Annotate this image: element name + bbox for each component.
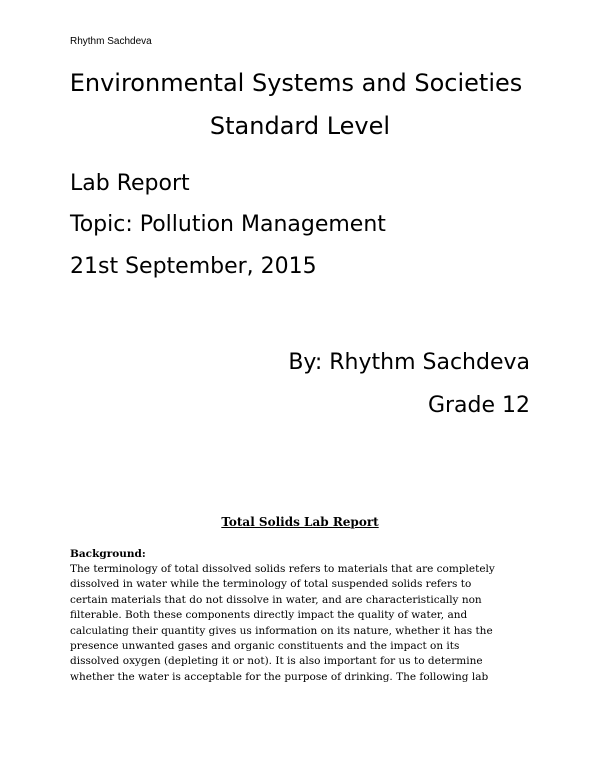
background-paragraph — [70, 562, 530, 685]
running-header-author: Rhythm Sachdeva — [70, 36, 152, 47]
section-title: Total Solids Lab Report — [221, 515, 379, 529]
paragraph-line: The terminology of total dissolved solids refers to materials that are completely — [70, 563, 495, 575]
report-date: 21st September, 2015 — [70, 254, 317, 279]
paragraph-line: presence unwanted gases and organic constituents and the impact on its — [70, 640, 460, 653]
author-grade: Grade 12 — [427, 393, 530, 418]
report-type: Lab Report — [70, 171, 190, 196]
paragraph-line: calculating their quantity gives us information on its nature, whether it has the — [70, 624, 493, 637]
paragraph-line: dissolved in water while the terminology of total suspended solids refers to — [70, 578, 472, 591]
paragraph-line: dissolved oxygen (depleting it or not). It is also important for us to determine — [70, 655, 483, 668]
document-title: Environmental Systems and Societies — [69, 69, 523, 97]
report-topic: Topic: Pollution Management — [70, 212, 386, 237]
document-level: Standard Level — [209, 112, 391, 140]
author-byline: By: Rhythm Sachdeva — [288, 350, 530, 375]
paragraph-line: certain materials that do not dissolve in water, and are characteristically non — [70, 593, 482, 606]
background-heading: Background: — [70, 548, 146, 560]
paragraph-line: whether the water is acceptable for the purpose of drinking. The following lab — [70, 670, 489, 683]
paragraph-line: filterable. Both these components directly impact the quality of water, and — [70, 609, 468, 622]
